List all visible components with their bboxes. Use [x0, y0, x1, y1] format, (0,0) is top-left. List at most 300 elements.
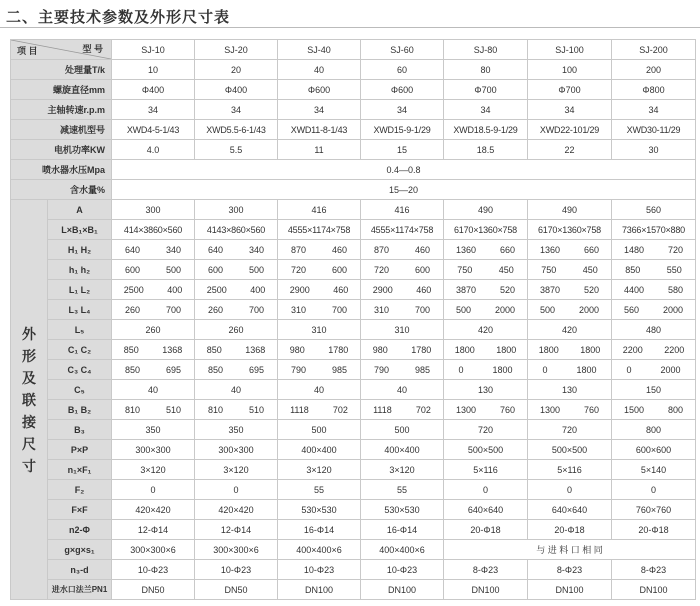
dim-value-part: 850 — [124, 364, 141, 375]
dim-value: 7366×1570×880 — [612, 220, 696, 240]
dim-label: 进水口法兰PN1 — [48, 580, 112, 600]
param-value: XWD15-9-1/29 — [361, 120, 444, 140]
dim-value-part: 0 — [542, 364, 548, 375]
dim-value — [528, 360, 612, 380]
dim-value: 8-Φ23 — [528, 560, 612, 580]
dim-value: 600×600 — [612, 440, 696, 460]
dim-value: 10-Φ23 — [361, 560, 444, 580]
dim-value-part: 1360 — [455, 244, 477, 255]
dim-value — [528, 280, 612, 300]
param-value: Φ700 — [444, 80, 528, 100]
dim-value: 500 — [361, 420, 444, 440]
dim-value-part: 1800 — [580, 344, 601, 355]
dim-value-part: 560 — [623, 304, 640, 315]
moisture-row-label: 含水量% — [11, 180, 112, 200]
param-value: 200 — [612, 60, 696, 80]
dim-value: 640×640 — [528, 500, 612, 520]
gxg-row — [11, 540, 696, 560]
gxg-merged-value: 与 进 料 口 相 同 — [444, 540, 696, 560]
param-value: XWD22-101/29 — [528, 120, 612, 140]
dim-value-pair — [528, 245, 611, 255]
dim-value — [195, 280, 278, 300]
dim-value: 0 — [444, 480, 528, 500]
dim-value — [612, 360, 696, 380]
dim-value: 16-Φ14 — [361, 520, 444, 540]
dim-value: 800 — [612, 420, 696, 440]
page-title: 二、主要技术参数及外形尺寸表 — [6, 9, 231, 26]
dim-value-part: 260 — [124, 304, 141, 315]
dim-value — [112, 340, 195, 360]
dim-value: 3×120 — [112, 460, 195, 480]
dim-value-pair — [278, 285, 360, 295]
dim-value-pair — [278, 265, 360, 275]
dim-value-part: 460 — [331, 244, 348, 255]
dim-value-pair — [112, 405, 194, 415]
dim-value-part: 1800 — [538, 344, 559, 355]
dim-value-part: 510 — [165, 404, 182, 415]
param-row — [11, 140, 696, 160]
dim-value-part: 520 — [583, 284, 600, 295]
dim-value: 55 — [278, 480, 361, 500]
dim-value: 3×120 — [361, 460, 444, 480]
dim-value: 300 — [112, 200, 195, 220]
dim-value: 20-Φ18 — [612, 520, 696, 540]
dim-value-part: 600 — [331, 264, 348, 275]
dim-value-pair — [612, 305, 695, 315]
dim-row — [11, 460, 696, 480]
model-header: SJ-200 — [612, 40, 696, 60]
dim-value — [112, 360, 195, 380]
dim-value-part: 400 — [167, 284, 183, 295]
dim-value: 4143×860×560 — [195, 220, 278, 240]
dim-value — [195, 240, 278, 260]
dim-value-part: 702 — [332, 404, 348, 415]
dim-value-part: 810 — [124, 404, 141, 415]
dim-value-part: 1360 — [539, 244, 561, 255]
dim-label: P×P — [48, 440, 112, 460]
dim-value-part: 500 — [248, 264, 265, 275]
dim-value: 300×300 — [195, 440, 278, 460]
dim-row — [11, 480, 696, 500]
dim-value-pair — [195, 345, 277, 355]
dim-value: 530×530 — [278, 500, 361, 520]
dim-value — [444, 240, 528, 260]
dim-value-pair — [444, 405, 527, 415]
dim-label: C₃ C₄ — [48, 360, 112, 380]
param-label: 处理量T/k — [11, 60, 112, 80]
dim-value-pair — [612, 405, 695, 415]
dim-value: 350 — [195, 420, 278, 440]
dim-value-part: 450 — [498, 264, 514, 275]
dim-value-part: 1500 — [623, 404, 645, 415]
dim-value: 12-Φ14 — [112, 520, 195, 540]
dim-value-part: 1780 — [411, 344, 432, 355]
dim-value-pair — [112, 365, 194, 375]
dim-value — [528, 300, 612, 320]
param-value: 30 — [612, 140, 696, 160]
param-value: 20 — [195, 60, 278, 80]
n3-row — [11, 560, 696, 580]
dim-value-part: 760 — [499, 404, 516, 415]
dim-value: 260 — [112, 320, 195, 340]
dim-value-part: 500 — [539, 304, 556, 315]
dim-row — [11, 260, 696, 280]
dim-value: 480 — [612, 320, 696, 340]
dim-value-part: 850 — [625, 264, 641, 275]
dim-value-part: 460 — [414, 244, 431, 255]
dim-value-part: 702 — [415, 404, 431, 415]
param-label: 螺旋直径mm — [11, 80, 112, 100]
dim-value-pair — [195, 405, 277, 415]
model-header: SJ-100 — [528, 40, 612, 60]
model-header: SJ-10 — [112, 40, 195, 60]
dim-value-part: 500 — [455, 304, 472, 315]
dim-row — [11, 380, 696, 400]
dim-value — [361, 360, 444, 380]
dim-value — [528, 240, 612, 260]
dim-row — [11, 300, 696, 320]
dim-value: 8-Φ23 — [612, 560, 696, 580]
dim-value: 5×140 — [612, 460, 696, 480]
dim-value-part: 695 — [248, 364, 265, 375]
dim-value-part: 2000 — [660, 364, 681, 375]
dim-value — [195, 360, 278, 380]
dim-value-part: 2000 — [494, 304, 516, 315]
dim-label: B₁ B₂ — [48, 400, 112, 420]
dim-value — [112, 300, 195, 320]
dim-value: 40 — [361, 380, 444, 400]
param-label: 减速机型号 — [11, 120, 112, 140]
dim-value: 0 — [195, 480, 278, 500]
dim-value: 400×400 — [361, 440, 444, 460]
dim-value-part: 580 — [667, 284, 684, 295]
dim-value — [444, 400, 528, 420]
param-value: 100 — [528, 60, 612, 80]
dim-value-pair — [361, 285, 443, 295]
dim-row — [11, 340, 696, 360]
dim-value — [528, 400, 612, 420]
dim-value-part: 720 — [373, 264, 390, 275]
dim-value: 720 — [528, 420, 612, 440]
dim-value-pair — [612, 245, 695, 255]
dim-value — [444, 300, 528, 320]
dim-value — [361, 280, 444, 300]
param-label: 电机功率KW — [11, 140, 112, 160]
dim-value: 8-Φ23 — [444, 560, 528, 580]
dim-value-pair — [361, 365, 443, 375]
dim-value: 10-Φ23 — [278, 560, 361, 580]
dim-value-pair — [195, 365, 277, 375]
dim-value-part: 520 — [499, 284, 516, 295]
dim-value: 400×400×6 — [361, 540, 444, 560]
dim-value: 5×116 — [444, 460, 528, 480]
dim-value-part: 460 — [416, 284, 432, 295]
dim-value — [444, 340, 528, 360]
dim-value-part: 340 — [165, 244, 182, 255]
dim-value-part: 980 — [289, 344, 305, 355]
dim-value-pair — [612, 365, 695, 375]
param-row — [11, 60, 696, 80]
dim-value: 530×530 — [361, 500, 444, 520]
param-value: XWD5.5-6-1/43 — [195, 120, 278, 140]
dim-value: 300×300×6 — [112, 540, 195, 560]
dim-value-pair — [195, 305, 277, 315]
dim-label: L₅ — [48, 320, 112, 340]
dim-value: 0 — [528, 480, 612, 500]
dim-value-part: 870 — [290, 244, 307, 255]
dim-value-part: 720 — [290, 264, 307, 275]
water-pressure-row-label: 喷水器水压Mpa — [11, 160, 112, 180]
dim-value-part: 1300 — [455, 404, 477, 415]
dim-value-part: 1118 — [290, 404, 309, 415]
param-value: XWD11-8-1/43 — [278, 120, 361, 140]
param-value: 34 — [361, 100, 444, 120]
dim-value-part: 700 — [165, 304, 182, 315]
dim-value-part: 700 — [331, 304, 348, 315]
dim-value: DN50 — [112, 580, 195, 600]
dim-label: L₃ L₄ — [48, 300, 112, 320]
dim-value-pair — [112, 265, 194, 275]
dim-value: DN100 — [278, 580, 361, 600]
dim-value-pair — [195, 265, 277, 275]
dim-label: L₁ L₂ — [48, 280, 112, 300]
moisture-row — [11, 180, 696, 200]
dim-value-pair — [112, 245, 194, 255]
dim-value: DN100 — [528, 580, 612, 600]
dim-value — [112, 240, 195, 260]
dim-value-part: 985 — [331, 364, 348, 375]
dim-value-part: 790 — [290, 364, 307, 375]
dim-row — [11, 520, 696, 540]
param-label: 主轴转速r.p.m — [11, 100, 112, 120]
dim-value-part: 850 — [207, 364, 224, 375]
param-value: 34 — [444, 100, 528, 120]
dim-value: 20-Φ18 — [444, 520, 528, 540]
dim-value-pair — [195, 285, 277, 295]
dim-value-pair — [612, 265, 695, 275]
dim-label: C₅ — [48, 380, 112, 400]
dim-value-part: 2900 — [372, 284, 393, 295]
water-pressure-row — [11, 160, 696, 180]
dim-row — [11, 500, 696, 520]
dim-value — [278, 400, 361, 420]
dim-value-part: 1368 — [245, 344, 266, 355]
dim-value-part: 760 — [583, 404, 600, 415]
dim-value: 40 — [112, 380, 195, 400]
dim-value: DN100 — [361, 580, 444, 600]
dim-value-pair — [528, 285, 611, 295]
dim-value: 16-Φ14 — [278, 520, 361, 540]
dim-value: 300 — [195, 200, 278, 220]
dim-value-pair — [361, 405, 443, 415]
dim-value — [528, 260, 612, 280]
dim-label: F×F — [48, 500, 112, 520]
dim-row — [11, 400, 696, 420]
dim-value-pair — [278, 365, 360, 375]
dim-label: B₃ — [48, 420, 112, 440]
dim-value-part: 600 — [414, 264, 431, 275]
dim-value-part: 1800 — [454, 344, 475, 355]
param-value: 60 — [361, 60, 444, 80]
dim-value-part: 720 — [667, 244, 684, 255]
dim-value — [112, 400, 195, 420]
dim-value-pair — [361, 265, 443, 275]
dim-value-part: 550 — [666, 264, 682, 275]
dim-value: 350 — [112, 420, 195, 440]
dim-value: 10-Φ23 — [112, 560, 195, 580]
dim-value: 20-Φ18 — [528, 520, 612, 540]
dim-value-part: 450 — [582, 264, 598, 275]
param-value: 5.5 — [195, 140, 278, 160]
dim-value: 420×420 — [195, 500, 278, 520]
param-value: XWD18.5-9-1/29 — [444, 120, 528, 140]
dim-label: F₂ — [48, 480, 112, 500]
param-value: XWD4-5-1/43 — [112, 120, 195, 140]
dim-value-part: 810 — [207, 404, 224, 415]
dim-value: 416 — [361, 200, 444, 220]
dim-value-part: 600 — [207, 264, 224, 275]
dim-value — [278, 300, 361, 320]
dim-value-pair — [528, 345, 611, 355]
dim-value-part: 510 — [248, 404, 265, 415]
dim-value — [195, 400, 278, 420]
dim-value-part: 790 — [373, 364, 390, 375]
dim-value-pair — [361, 245, 443, 255]
dim-value: 640×640 — [444, 500, 528, 520]
dim-row — [11, 280, 696, 300]
dim-value — [444, 280, 528, 300]
param-value: 40 — [278, 60, 361, 80]
dim-value: 300×300×6 — [195, 540, 278, 560]
dim-value-pair — [612, 345, 695, 355]
dim-value-part: 1800 — [576, 364, 597, 375]
dim-value: 400×400 — [278, 440, 361, 460]
dim-value: 260 — [195, 320, 278, 340]
dim-label: n₃-d — [48, 560, 112, 580]
dim-value: 150 — [612, 380, 696, 400]
dim-value-part: 660 — [583, 244, 600, 255]
dim-value: 6170×1360×758 — [528, 220, 612, 240]
dim-value-pair — [444, 285, 527, 295]
dim-value-pair — [195, 245, 277, 255]
model-label: 型 号 — [82, 44, 103, 54]
dim-label: H₁ H₂ — [48, 240, 112, 260]
dim-value — [278, 360, 361, 380]
param-value: 80 — [444, 60, 528, 80]
dim-value: 40 — [278, 380, 361, 400]
dim-value — [278, 340, 361, 360]
dim-value — [278, 240, 361, 260]
param-value: 34 — [195, 100, 278, 120]
dim-value: 0 — [112, 480, 195, 500]
dim-value — [361, 400, 444, 420]
dim-value — [195, 300, 278, 320]
dim-value — [112, 260, 195, 280]
dim-value-pair — [278, 345, 360, 355]
dim-value-part: 1300 — [539, 404, 561, 415]
dim-value-part: 985 — [414, 364, 431, 375]
dim-label: h₁ h₂ — [48, 260, 112, 280]
dim-value-pair — [528, 265, 611, 275]
dim-value-part: 2200 — [664, 344, 685, 355]
dim-value: 420×420 — [112, 500, 195, 520]
param-value: 34 — [278, 100, 361, 120]
dim-value — [612, 240, 696, 260]
dim-value-part: 850 — [206, 344, 222, 355]
dim-value-part: 660 — [499, 244, 516, 255]
dim-value: 414×3860×560 — [112, 220, 195, 240]
dim-value — [528, 340, 612, 360]
item-label: 项 目 — [17, 46, 38, 56]
dim-value-part: 3870 — [539, 284, 561, 295]
dim-value-part: 1800 — [496, 344, 517, 355]
dim-value-part: 1800 — [492, 364, 513, 375]
dim-value-part: 4400 — [623, 284, 645, 295]
dim-value-pair — [444, 265, 527, 275]
title-divider — [0, 27, 700, 28]
dim-value-part: 500 — [165, 264, 182, 275]
dim-row — [11, 320, 696, 340]
dim-value-pair — [278, 405, 360, 415]
dim-value: 10-Φ23 — [195, 560, 278, 580]
dim-value-part: 400 — [250, 284, 266, 295]
dim-value-part: 2000 — [578, 304, 600, 315]
dim-row — [11, 440, 696, 460]
param-value: Φ600 — [278, 80, 361, 100]
param-value: 4.0 — [112, 140, 195, 160]
dim-value-part: 2000 — [662, 304, 684, 315]
dim-value — [444, 260, 528, 280]
param-value: 18.5 — [444, 140, 528, 160]
dim-value: 40 — [195, 380, 278, 400]
model-header: SJ-80 — [444, 40, 528, 60]
dim-value: 5×116 — [528, 460, 612, 480]
spec-table-body — [11, 40, 696, 600]
dim-label: n₁×F₁ — [48, 460, 112, 480]
dim-row — [11, 240, 696, 260]
dim-value: DN100 — [444, 580, 528, 600]
dim-value: 416 — [278, 200, 361, 220]
dim-value: 720 — [444, 420, 528, 440]
header-diagonal-cell — [11, 40, 112, 60]
dim-row — [11, 420, 696, 440]
dim-value — [612, 400, 696, 420]
dim-value: 490 — [444, 200, 528, 220]
param-value: Φ400 — [195, 80, 278, 100]
param-row — [11, 100, 696, 120]
dim-value-pair — [444, 305, 527, 315]
param-value: Φ700 — [528, 80, 612, 100]
dim-value: 310 — [361, 320, 444, 340]
param-value: 11 — [278, 140, 361, 160]
dim-value-part: 870 — [373, 244, 390, 255]
dim-value-part: 0 — [626, 364, 632, 375]
dim-value-part: 750 — [541, 264, 557, 275]
dim-value: 6170×1360×758 — [444, 220, 528, 240]
param-value: XWD30-11/29 — [612, 120, 696, 140]
dim-label: L×B₁×B₁ — [48, 220, 112, 240]
dim-value: 400×400×6 — [278, 540, 361, 560]
model-header: SJ-40 — [278, 40, 361, 60]
dim-value: 3×120 — [195, 460, 278, 480]
dim-value-part: 980 — [372, 344, 388, 355]
dim-value-part: 340 — [248, 244, 265, 255]
header-row — [11, 40, 696, 60]
dim-value-pair — [112, 305, 194, 315]
dim-value-part: 850 — [123, 344, 139, 355]
dim-value — [278, 280, 361, 300]
dim-value-part: 1118 — [373, 404, 392, 415]
